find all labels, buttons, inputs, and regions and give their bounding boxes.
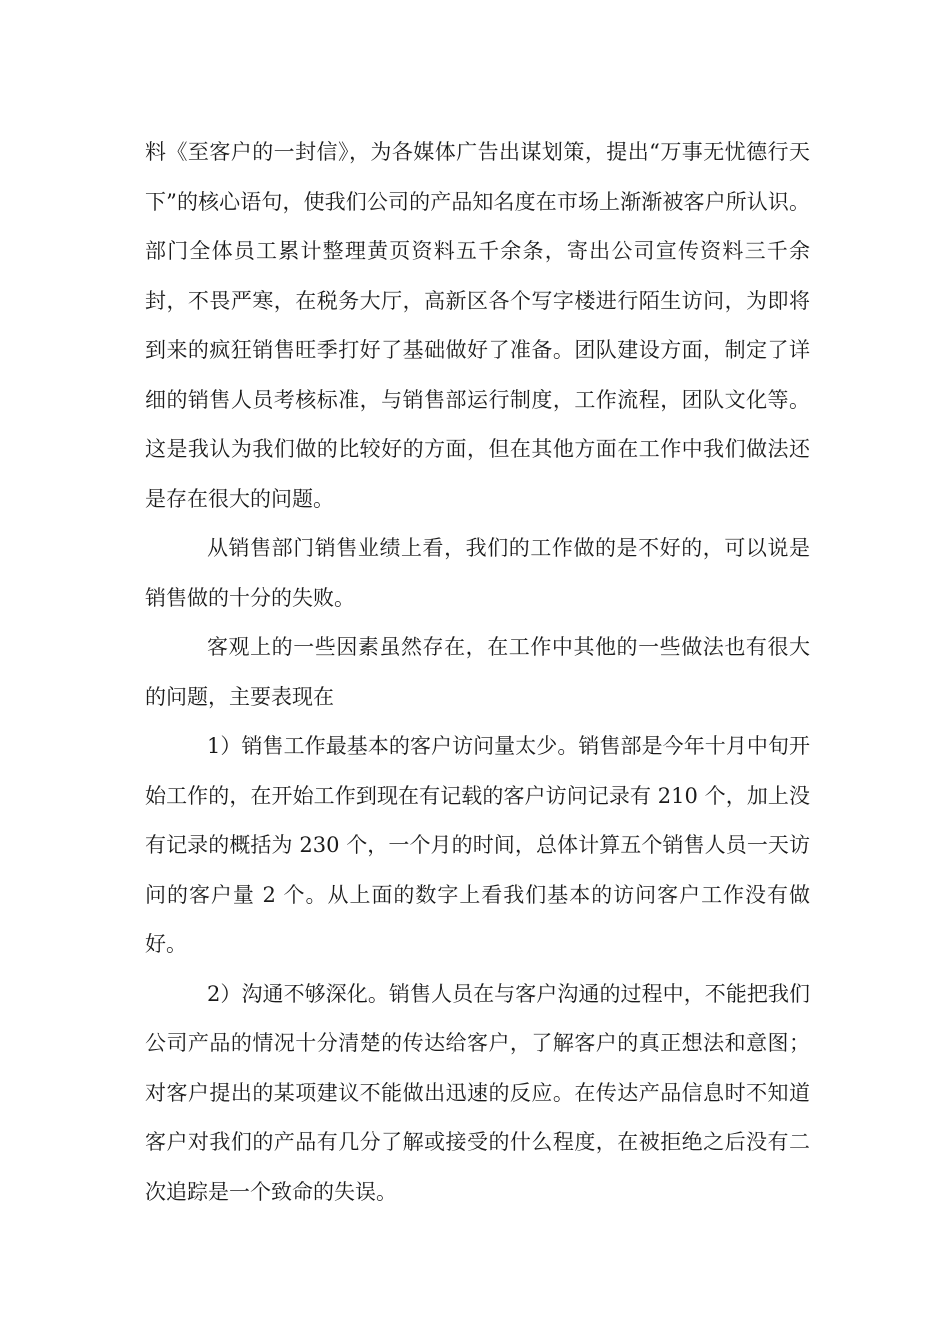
paragraph-5: 2）沟通不够深化。销售人员在与客户沟通的过程中，不能把我们公司产品的情况十分清楚的传达给客户，了解客户的真正想法和意图；对客户提出的某项建议不能做出迅速的反应。在传达产品信息时不知道客户对我们的产品有几分了解或接受的什么程度，在被拒绝之后没有二次追踪是一个致命的失误。 [145,981,810,1204]
document-body [145,128,810,1217]
paragraph-4: 1）销售工作最基本的客户访问量太少。销售部是今年十月中旬开始工作的，在开始工作到现在有记载的客户访问记录有 210 个，加上没有记录的概括为 230 个，一个月的时间，总体计算五个销售人员一天访问的客户量 2 个。从上面的数字上看我们基本的访问客户工作没有做好。 [145,734,810,956]
paragraph-1: 料《至客户的一封信》，为各媒体广告出谋划策，提出“万事无忧德行天下”的核心语句，使我们公司的产品知名度在市场上渐渐被客户所认识。部门全体员工累计整理黄页资料五千余条，寄出公司宣传资料三千余封，不畏严寒，在税务大厅，高新区各个写字楼进行陌生访问，为即将到来的疯狂销售旺季打好了基础做好了准备。团队建设方面，制定了详细的销售人员考核标准，与销售部运行制度，工作流程，团队文化等。这是我认为我们做的比较好的方面，但在其他方面在工作中我们做法还是存在很大的问题。 [145,140,810,511]
paragraph-2: 从销售部门销售业绩上看，我们的工作做的是不好的，可以说是销售做的十分的失败。 [145,536,810,610]
paragraph-3: 客观上的一些因素虽然存在，在工作中其他的一些做法也有很大的问题，主要表现在 [145,635,810,709]
